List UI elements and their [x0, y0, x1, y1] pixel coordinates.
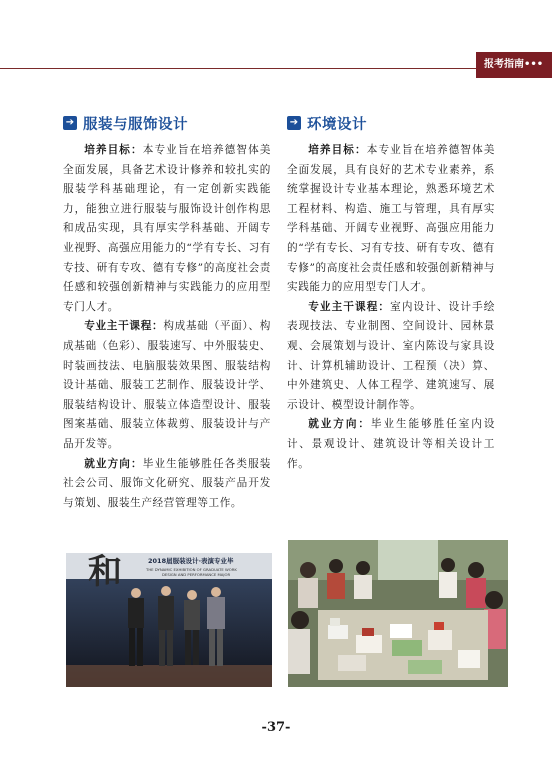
career-text: 毕业生能够胜任各类服装社会公司、服饰文化研究、服装产品开发与策划、服装生产经营管理等工作。 — [63, 457, 271, 509]
environment-goal — [287, 141, 495, 298]
banner-big-char: 和 — [88, 553, 122, 592]
career-label: 就业方向： — [308, 418, 371, 431]
banner-title: 2018届服装设计·表演专业毕 — [148, 557, 234, 565]
section-tag: 报考指南••• — [476, 52, 552, 78]
goal-text: 本专业旨在培养德智体美全面发展，具有良好的艺术专业素养，系统掌握设计专业基本理论，熟悉环境艺术工程材料、构造、施工与管理，具有厚实学科基础、开阔专业视野、高强应用能力的“学有专长、习有专技、研有专攻、德有专修”的高度社会责任感和较强创新精神与实践能力的应用型专门人才。 — [287, 144, 495, 294]
courses-text: 构成基础（平面）、构成基础（色彩）、服装速写、中外服装史、时装画技法、电脑服装效果图、服装结构设计基础、服装工艺制作、服装设计学、服装结构设计、服装立体造型设计、服装图案基础、服装立体裁剪、服装设计与产品开发等。 — [63, 320, 271, 450]
environment-title: 环境设计 — [307, 115, 367, 133]
environment-column — [287, 113, 495, 474]
banner-sub2: DESIGN AND PERFORMANCE MAJOR — [162, 572, 231, 577]
goal-label: 培养目标： — [308, 144, 367, 156]
fashion-column — [63, 113, 271, 513]
environment-career — [287, 415, 495, 474]
fashion-heading — [63, 113, 271, 133]
page-number: -37- — [261, 720, 291, 735]
courses-label: 专业主干课程： — [308, 300, 391, 313]
arrow-right-icon: ➔ — [63, 116, 77, 130]
fashion-show-photo — [66, 553, 272, 687]
fashion-courses — [63, 317, 271, 454]
fashion-title: 服装与服饰设计 — [83, 115, 188, 133]
fashion-goal — [63, 141, 271, 317]
fashion-career — [63, 455, 271, 514]
career-text: 毕业生能够胜任室内设计、景观设计、建筑设计等相关设计工作。 — [287, 418, 496, 470]
environment-heading — [287, 113, 495, 133]
banner-sub1: THE DYNAMIC EXHIBITION OF GRADUATE WORK — [146, 567, 237, 572]
career-label: 就业方向： — [84, 457, 143, 470]
courses-text: 室内设计、设计手绘表现技法、专业制图、空间设计、园林景观、会展策划与设计、室内陈设与家具设计、计算机辅助设计、工程预（决）算、中外建筑史、人体工程学、建筑速写、展示设计、模型设计制作等。 — [287, 300, 495, 411]
header-rule — [0, 68, 552, 69]
model-exhibition-photo — [288, 540, 508, 687]
arrow-right-icon: ➔ — [287, 116, 301, 130]
goal-text: 本专业旨在培养德智体美全面发展，具备艺术设计修养和较扎实的服装学科基础理论，有一定创新实践能力，能独立进行服装与服饰设计创作构思和成品实现，具有厚实学科基础、开阔专业视野、高强应用能力的“学有专长、习有专技、研有专攻、德有专修”的高度社会责任感和较强创新精神与实践能力的应用型专门人才。 — [63, 144, 271, 313]
environment-courses — [287, 298, 495, 416]
goal-label: 培养目标： — [84, 144, 143, 156]
courses-label: 专业主干课程： — [84, 320, 164, 333]
